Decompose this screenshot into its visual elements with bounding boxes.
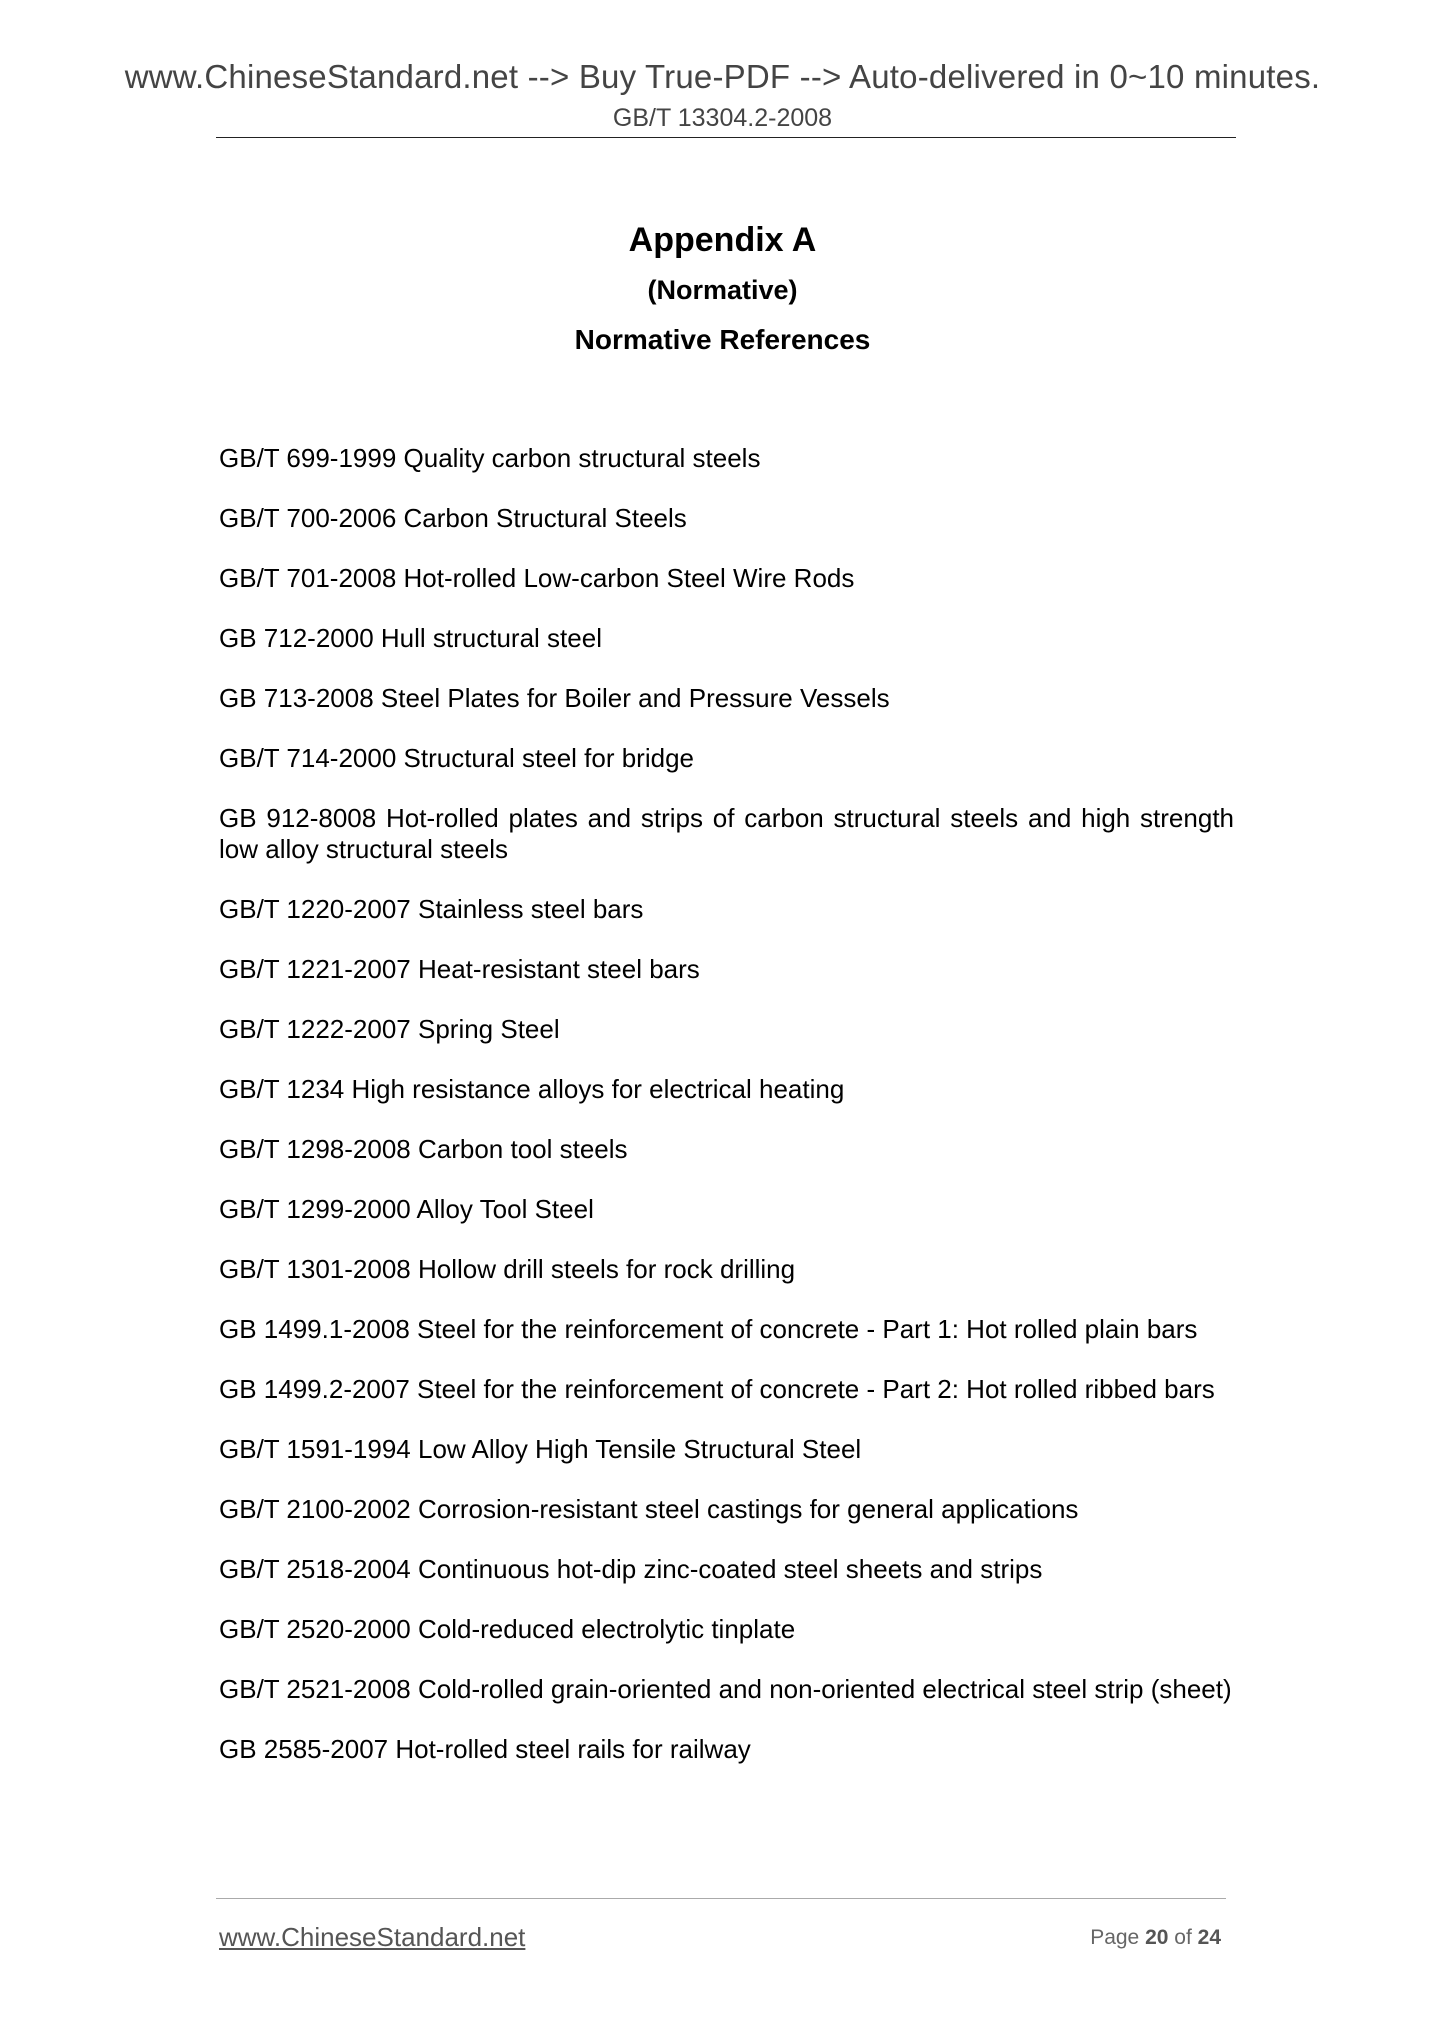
appendix-title-block: [0, 216, 1445, 364]
reference-item: GB 2585-2007 Hot-rolled steel rails for railway: [219, 1734, 751, 1764]
reference-item: GB/T 1222-2007 Spring Steel: [219, 1014, 560, 1044]
footer-site-link[interactable]: www.ChineseStandard.net: [219, 1922, 526, 1952]
page-total: 24: [1197, 1926, 1221, 1949]
standard-code: GB/T 13304.2-2008: [612, 104, 833, 132]
reference-item: GB/T 1298-2008 Carbon tool steels: [219, 1134, 628, 1164]
reference-item: GB/T 2518-2004 Continuous hot-dip zinc-coated steel sheets and strips: [219, 1554, 1043, 1584]
reference-item: GB 912-8008 Hot-rolled plates and strips of carbon structural steels and high strength low alloy structural steels: [219, 803, 1234, 864]
reference-item: GB/T 1301-2008 Hollow drill steels for rock drilling: [219, 1254, 796, 1284]
reference-item: GB/T 1221-2007 Heat-resistant steel bars: [219, 954, 700, 984]
footer-divider: [216, 1898, 1226, 1899]
page-current: 20: [1145, 1926, 1169, 1949]
reference-item: GB/T 2520-2000 Cold-reduced electrolytic tinplate: [219, 1614, 796, 1644]
reference-item: GB/T 2100-2002 Corrosion-resistant steel castings for general applications: [219, 1494, 1079, 1524]
reference-item: GB 713-2008 Steel Plates for Boiler and Pressure Vessels: [219, 683, 890, 713]
reference-item: GB/T 1234 High resistance alloys for electrical heating: [219, 1074, 845, 1104]
page-word: Page: [1090, 1926, 1140, 1949]
reference-item: GB/T 1220-2007 Stainless steel bars: [219, 894, 644, 924]
appendix-type: (Normative): [647, 275, 798, 305]
reference-item: GB/T 700-2006 Carbon Structural Steels: [219, 503, 687, 533]
reference-item: GB/T 2521-2008 Cold-rolled grain-oriented and non-oriented electrical steel strip (sheet): [219, 1674, 1232, 1704]
page-number: [1090, 1926, 1221, 1950]
reference-item: GB 1499.1-2008 Steel for the reinforcement of concrete - Part 1: Hot rolled plain bars: [219, 1314, 1198, 1344]
header-banner[interactable]: www.ChineseStandard.net --> Buy True-PDF --> Auto-delivered in 0~10 minutes.: [124, 58, 1321, 95]
page-of: of: [1174, 1926, 1192, 1949]
reference-item: GB 712-2000 Hull structural steel: [219, 623, 602, 653]
reference-item: GB/T 714-2000 Structural steel for bridge: [219, 743, 694, 773]
reference-item: GB 1499.2-2007 Steel for the reinforcement of concrete - Part 2: Hot rolled ribbed bars: [219, 1374, 1215, 1404]
reference-item: GB/T 699-1999 Quality carbon structural steels: [219, 443, 761, 473]
header-divider: [216, 137, 1236, 138]
reference-list: [219, 443, 1234, 1794]
appendix-heading: Normative References: [574, 324, 871, 355]
reference-item: GB/T 701-2008 Hot-rolled Low-carbon Steel Wire Rods: [219, 563, 855, 593]
appendix-title: Appendix A: [628, 221, 817, 259]
reference-item: GB/T 1299-2000 Alloy Tool Steel: [219, 1194, 594, 1224]
reference-item: GB/T 1591-1994 Low Alloy High Tensile Structural Steel: [219, 1434, 862, 1464]
